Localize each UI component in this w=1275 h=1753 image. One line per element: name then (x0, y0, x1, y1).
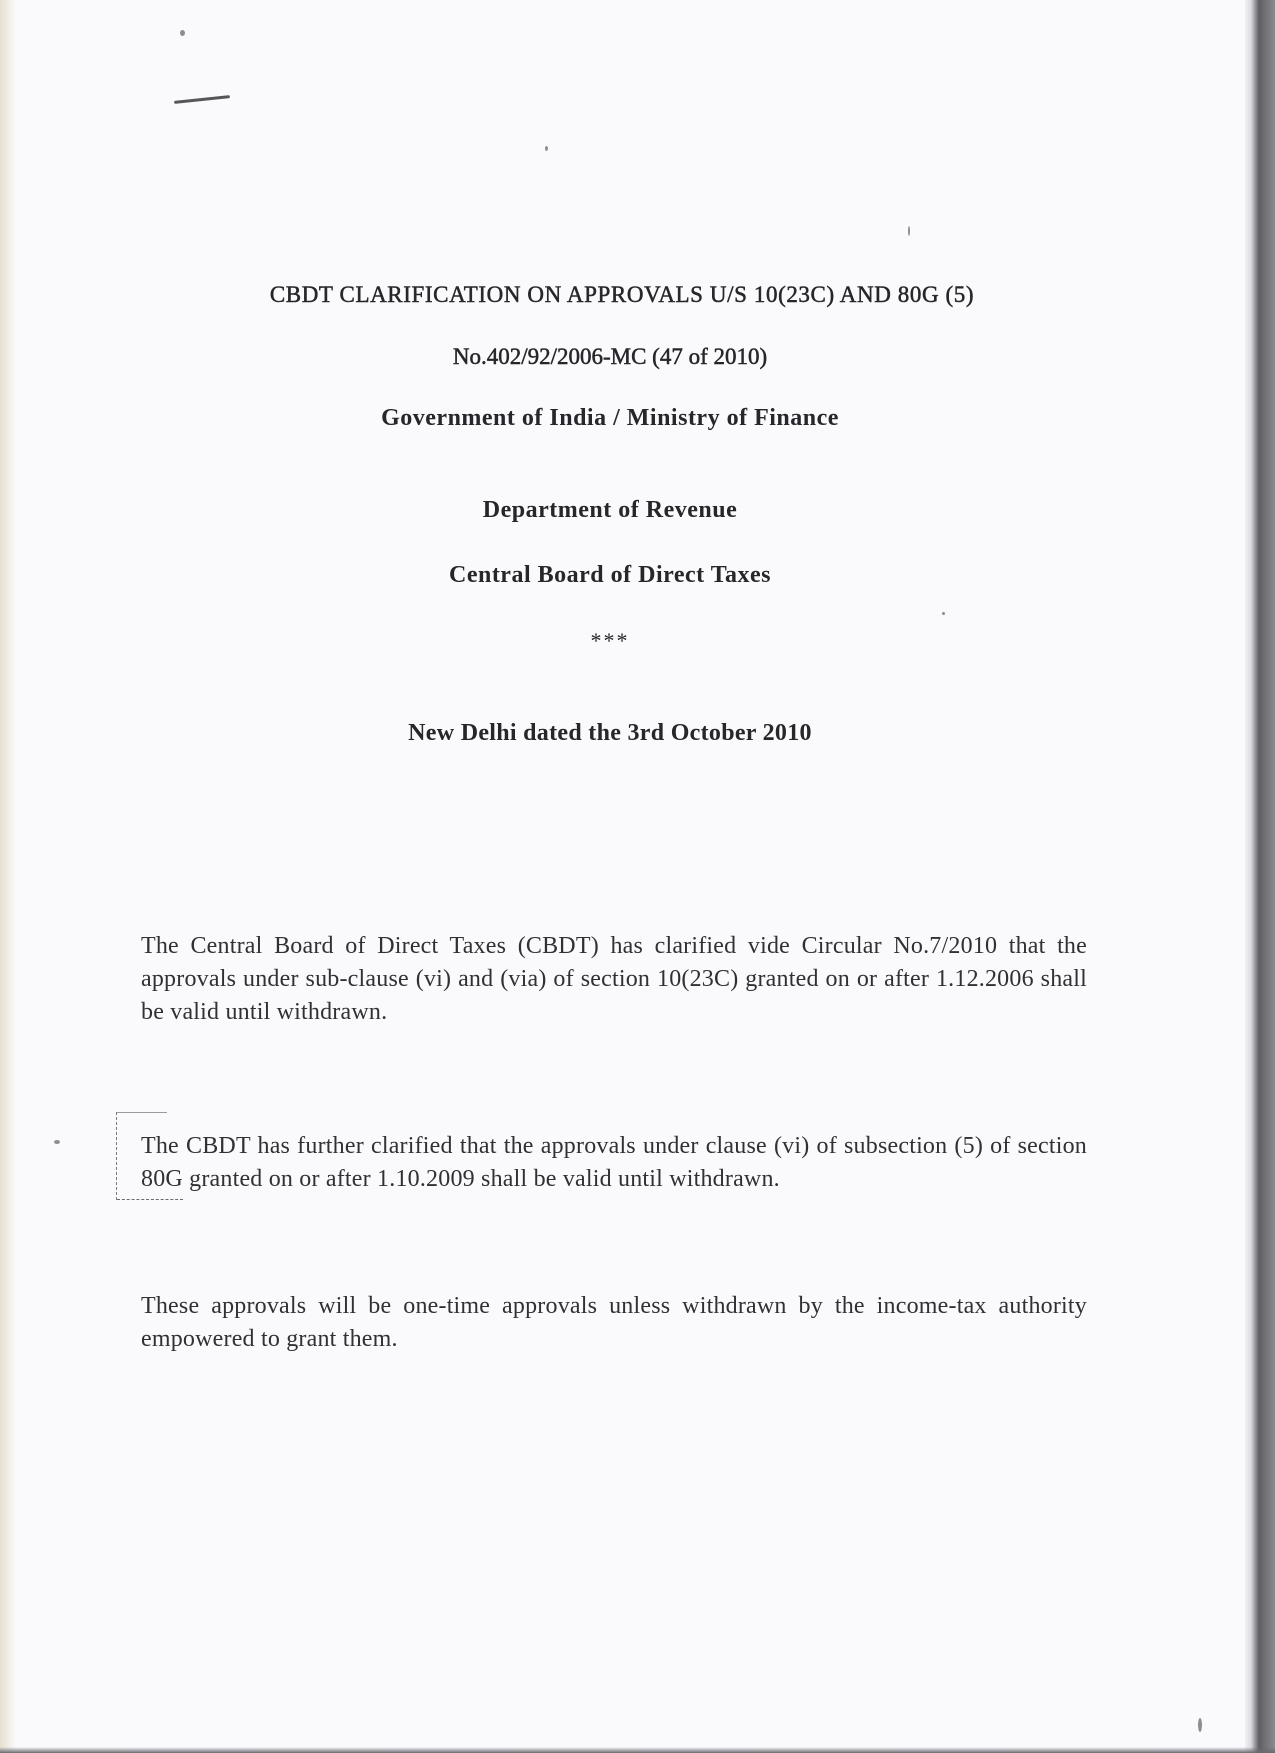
paragraph-1: The Central Board of Direct Taxes (CBDT) has clarified vide Circular No.7/2010 that the approvals under sub-clause (vi) and (via) of section 10(23C) granted on or after 1.12.2006 shall be valid until withdrawn. (141, 933, 1087, 1025)
paragraph-2: The CBDT has further clarified that the approvals under clause (vi) of subsection (5) of section 80G granted on or after 1.10.2009 shall be valid until withdrawn. (141, 1133, 1087, 1192)
place-and-date: New Delhi dated the 3rd October 2010 (408, 720, 812, 746)
staple-mark (174, 95, 230, 104)
paragraph-3: These approvals will be one-time approvals unless withdrawn by the income-tax authority empowered to grant them. (141, 1293, 1087, 1352)
scan-speck (545, 146, 548, 151)
board-name: Central Board of Direct Taxes (448, 562, 772, 588)
scan-speck (180, 30, 185, 36)
separator-stars: *** (590, 628, 630, 653)
reference-number: No.402/92/2006-MC (47 of 2010) (452, 344, 768, 369)
department-name: Department of Revenue (482, 497, 738, 523)
document-title: CBDT CLARIFICATION ON APPROVALS U/S 10(23C) AND 80G (5) (269, 282, 975, 307)
scanner-bottom-edge (0, 1747, 1275, 1753)
government-ministry: Government of India / Ministry of Finance (381, 405, 839, 431)
scanner-right-edge (1245, 0, 1275, 1753)
scan-speck (908, 226, 910, 236)
scan-speck (942, 612, 945, 615)
left-page-edge (0, 0, 16, 1753)
scan-speck (1198, 1718, 1202, 1732)
scan-speck (54, 1140, 60, 1144)
